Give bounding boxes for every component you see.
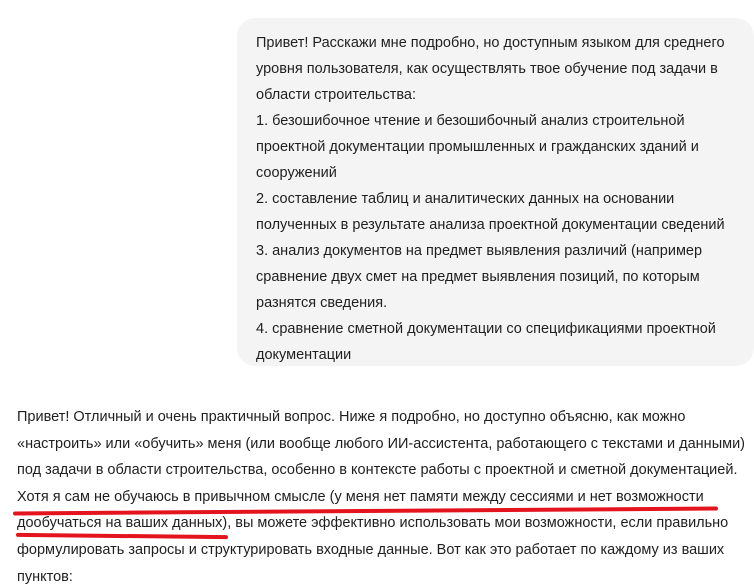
user-message-line: области строительства:: [256, 87, 416, 103]
user-message-line: сооружений: [256, 165, 337, 181]
user-message-line: полученных в результате анализа проектной документации сведений: [256, 217, 725, 233]
assistant-message-line-highlighted: [17, 484, 754, 511]
user-message-line: 1. безошибочное чтение и безошибочный анализ строительной: [256, 113, 685, 129]
user-message-line: Привет! Расскажи мне подробно, но доступным языком для среднего: [256, 35, 725, 51]
user-message-bubble: [237, 18, 754, 366]
user-message-line: разнятся сведения.: [256, 295, 388, 311]
assistant-message-line-text: дообучаться на ваших данных), вы можете эффективно использовать мои возможности, если правильно: [17, 515, 729, 532]
assistant-message-line-highlighted: [17, 510, 754, 537]
user-message-line: 2. составление таблиц и аналитических данных на основании: [256, 191, 675, 207]
user-message-line: 4. сравнение сметной документации со спецификациями проектной: [256, 321, 716, 337]
user-message-line: проектной документации промышленных и гражданских зданий и: [256, 139, 699, 155]
user-message-line: документации: [256, 347, 352, 363]
assistant-message-line: Привет! Отличный и очень практичный вопрос. Ниже я подробно, но доступно объясню, как можно: [17, 409, 686, 425]
assistant-message-line: пунктов:: [17, 568, 73, 585]
assistant-message-line-text: Хотя я сам не обучаюсь в привычном смысле (у меня нет памяти между сессиями и нет возможности: [17, 488, 704, 505]
assistant-message: [17, 404, 754, 585]
user-message-line: 3. анализ документов на предмет выявления различий (например: [256, 243, 703, 259]
assistant-message-line: формулировать запросы и структурировать входные данные. Вот как это работает по каждому из ваших: [17, 541, 725, 558]
assistant-message-line: «настроить» или «обучить» меня (или вообще любого ИИ-ассистента, работающего с текстами и данными): [17, 435, 746, 452]
assistant-message-line: под задачи в области строительства, особенно в контексте работы с проектной и сметной документацией.: [17, 462, 738, 479]
user-message-line: уровня пользователя, как осуществлять твое обучение под задачи в: [256, 61, 718, 77]
user-message-line: сравнение двух смет на предмет выявления позиций, по которым: [256, 269, 700, 285]
